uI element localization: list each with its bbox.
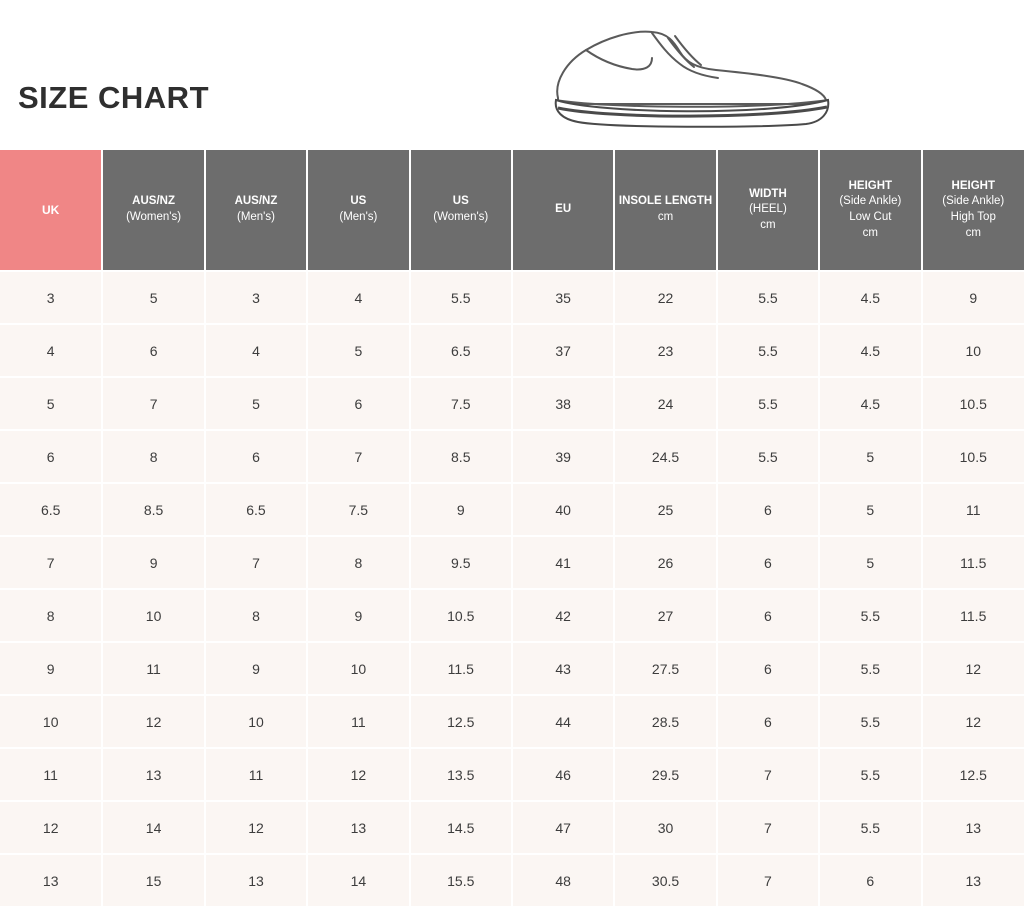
column-header-width-heel <box>717 150 819 271</box>
table-cell: 12 <box>922 642 1024 695</box>
table-cell: 27 <box>614 589 716 642</box>
slip-on-shoe-icon <box>540 22 840 132</box>
column-header-height-low-cut <box>819 150 921 271</box>
table-cell: 5.5 <box>717 324 819 377</box>
table-cell: 3 <box>0 271 102 324</box>
table-cell: 7.5 <box>410 377 512 430</box>
table-cell: 12 <box>102 695 204 748</box>
table-cell: 6.5 <box>410 324 512 377</box>
table-cell: 10.5 <box>410 589 512 642</box>
table-cell: 8 <box>102 430 204 483</box>
table-cell: 9 <box>0 642 102 695</box>
table-cell: 6 <box>819 854 921 907</box>
table-cell: 24 <box>614 377 716 430</box>
table-cell: 3 <box>205 271 307 324</box>
column-header-height-high-top <box>922 150 1024 271</box>
table-cell: 42 <box>512 589 614 642</box>
table-cell: 10 <box>205 695 307 748</box>
table-cell: 9 <box>205 642 307 695</box>
table-cell: 13 <box>102 748 204 801</box>
table-body <box>0 271 1024 907</box>
table-cell: 12 <box>307 748 409 801</box>
table-cell: 24.5 <box>614 430 716 483</box>
table-cell: 5.5 <box>819 589 921 642</box>
column-header-us-womens <box>410 150 512 271</box>
table-cell: 30 <box>614 801 716 854</box>
table-cell: 11 <box>307 695 409 748</box>
table-cell: 4.5 <box>819 271 921 324</box>
column-header-eu <box>512 150 614 271</box>
table-cell: 11.5 <box>922 589 1024 642</box>
table-cell: 5.5 <box>819 695 921 748</box>
table-cell: 9 <box>922 271 1024 324</box>
column-title: EU <box>555 203 572 216</box>
table-cell: 7 <box>102 377 204 430</box>
table-cell: 37 <box>512 324 614 377</box>
table-cell: 5.5 <box>717 271 819 324</box>
table-cell: 14.5 <box>410 801 512 854</box>
table-cell: 7 <box>717 748 819 801</box>
table-header <box>0 150 1024 271</box>
page-header <box>0 0 1024 150</box>
table-cell: 8.5 <box>410 430 512 483</box>
page-title: SIZE CHART <box>18 80 209 115</box>
table-cell: 15 <box>102 854 204 907</box>
table-cell: 5 <box>307 324 409 377</box>
table-cell: 6 <box>717 642 819 695</box>
column-subtitle: (Men's) <box>339 211 378 223</box>
table-cell: 6 <box>717 589 819 642</box>
table-cell: 7.5 <box>307 483 409 536</box>
table-cell: 6.5 <box>205 483 307 536</box>
table-cell: 4 <box>0 324 102 377</box>
table-cell: 10 <box>102 589 204 642</box>
table-cell: 14 <box>102 801 204 854</box>
table-cell: 9 <box>307 589 409 642</box>
table-cell: 6 <box>717 695 819 748</box>
table-cell: 27.5 <box>614 642 716 695</box>
column-subtitle: (Men's) <box>236 211 275 223</box>
table-cell: 9 <box>102 536 204 589</box>
table-cell: 15.5 <box>410 854 512 907</box>
table-cell: 12 <box>205 801 307 854</box>
table-cell: 12 <box>922 695 1024 748</box>
table-cell: 8 <box>0 589 102 642</box>
table-cell: 23 <box>614 324 716 377</box>
table-cell: 5.5 <box>819 642 921 695</box>
table-cell: 13 <box>0 854 102 907</box>
table-row <box>0 589 1024 642</box>
table-cell: 14 <box>307 854 409 907</box>
table-cell: 10.5 <box>922 430 1024 483</box>
table-cell: 12.5 <box>410 695 512 748</box>
table-row <box>0 695 1024 748</box>
table-cell: 30.5 <box>614 854 716 907</box>
table-cell: 43 <box>512 642 614 695</box>
column-title: AUS/NZ <box>132 195 175 208</box>
column-subtitle: (Side Ankle) <box>839 195 902 208</box>
table-cell: 5.5 <box>717 430 819 483</box>
table-cell: 5.5 <box>819 748 921 801</box>
table-cell: 5.5 <box>717 377 819 430</box>
table-cell: 44 <box>512 695 614 748</box>
table-cell: 4 <box>307 271 409 324</box>
table-cell: 9.5 <box>410 536 512 589</box>
table-cell: 12 <box>0 801 102 854</box>
table-cell: 7 <box>717 854 819 907</box>
table-cell: 11.5 <box>410 642 512 695</box>
table-cell: 10 <box>0 695 102 748</box>
table-cell: 13 <box>307 801 409 854</box>
table-cell: 7 <box>717 801 819 854</box>
table-cell: 25 <box>614 483 716 536</box>
column-header-us-mens <box>307 150 409 271</box>
column-subtitle: (Side Ankle) <box>942 195 1005 208</box>
table-cell: 8 <box>205 589 307 642</box>
table-cell: 10.5 <box>922 377 1024 430</box>
table-cell: 5 <box>819 483 921 536</box>
table-cell: 6 <box>307 377 409 430</box>
table-row <box>0 801 1024 854</box>
column-subtitle: (Women's) <box>126 211 182 223</box>
table-cell: 10 <box>922 324 1024 377</box>
table-row <box>0 271 1024 324</box>
table-cell: 6 <box>0 430 102 483</box>
table-cell: 13 <box>922 854 1024 907</box>
table-cell: 13 <box>205 854 307 907</box>
table-row <box>0 430 1024 483</box>
table-cell: 47 <box>512 801 614 854</box>
table-cell: 11 <box>0 748 102 801</box>
table-cell: 7 <box>307 430 409 483</box>
table-cell: 7 <box>0 536 102 589</box>
table-cell: 39 <box>512 430 614 483</box>
column-header-uk <box>0 150 102 271</box>
table-cell: 41 <box>512 536 614 589</box>
column-title: US <box>350 195 367 208</box>
table-row <box>0 854 1024 907</box>
table-cell: 10 <box>307 642 409 695</box>
column-header-ausnz-mens <box>205 150 307 271</box>
column-title: HEIGHT <box>848 179 893 192</box>
column-title: UK <box>42 202 60 217</box>
table-cell: 5.5 <box>410 271 512 324</box>
table-cell: 40 <box>512 483 614 536</box>
table-row <box>0 536 1024 589</box>
table-row <box>0 377 1024 430</box>
size-chart-table <box>0 150 1024 908</box>
table-cell: 11 <box>922 483 1024 536</box>
table-cell: 29.5 <box>614 748 716 801</box>
table-cell: 5.5 <box>819 801 921 854</box>
column-title: WIDTH <box>749 187 787 200</box>
table-cell: 6 <box>717 483 819 536</box>
column-header-ausnz-womens <box>102 150 204 271</box>
table-header-row <box>0 150 1024 271</box>
table-cell: 9 <box>410 483 512 536</box>
table-cell: 6 <box>102 324 204 377</box>
table-cell: 26 <box>614 536 716 589</box>
table-cell: 8 <box>307 536 409 589</box>
column-subtitle-3: cm <box>965 226 981 239</box>
column-subtitle: (HEEL) <box>749 203 787 216</box>
table-cell: 12.5 <box>922 748 1024 801</box>
column-title: INSOLE LENGTH <box>618 195 713 208</box>
column-subtitle: cm <box>657 211 674 223</box>
table-cell: 5 <box>819 430 921 483</box>
table-cell: 6 <box>205 430 307 483</box>
column-subtitle: (Women's) <box>433 211 489 223</box>
table-cell: 7 <box>205 536 307 589</box>
table-cell: 13 <box>922 801 1024 854</box>
table-row <box>0 748 1024 801</box>
table-cell: 22 <box>614 271 716 324</box>
table-cell: 13.5 <box>410 748 512 801</box>
column-title: US <box>452 195 469 208</box>
table-cell: 11 <box>205 748 307 801</box>
table-cell: 5 <box>102 271 204 324</box>
table-cell: 35 <box>512 271 614 324</box>
table-cell: 4 <box>205 324 307 377</box>
column-subtitle-3: cm <box>862 226 878 239</box>
table-cell: 4.5 <box>819 377 921 430</box>
table-cell: 11.5 <box>922 536 1024 589</box>
table-cell: 6.5 <box>0 483 102 536</box>
table-row <box>0 483 1024 536</box>
table-cell: 5 <box>205 377 307 430</box>
table-row <box>0 324 1024 377</box>
table-cell: 5 <box>819 536 921 589</box>
table-cell: 48 <box>512 854 614 907</box>
column-subtitle-2: High Top <box>950 211 996 223</box>
table-cell: 8.5 <box>102 483 204 536</box>
table-cell: 6 <box>717 536 819 589</box>
table-cell: 5 <box>0 377 102 430</box>
column-title: AUS/NZ <box>234 195 278 208</box>
table-cell: 38 <box>512 377 614 430</box>
table-cell: 28.5 <box>614 695 716 748</box>
column-header-insole-length <box>614 150 716 271</box>
table-cell: 4.5 <box>819 324 921 377</box>
column-title: HEIGHT <box>951 179 995 192</box>
table-cell: 46 <box>512 748 614 801</box>
table-cell: 11 <box>102 642 204 695</box>
column-subtitle-2: Low Cut <box>849 211 892 223</box>
table-row <box>0 642 1024 695</box>
column-subtitle-2: cm <box>760 218 776 231</box>
